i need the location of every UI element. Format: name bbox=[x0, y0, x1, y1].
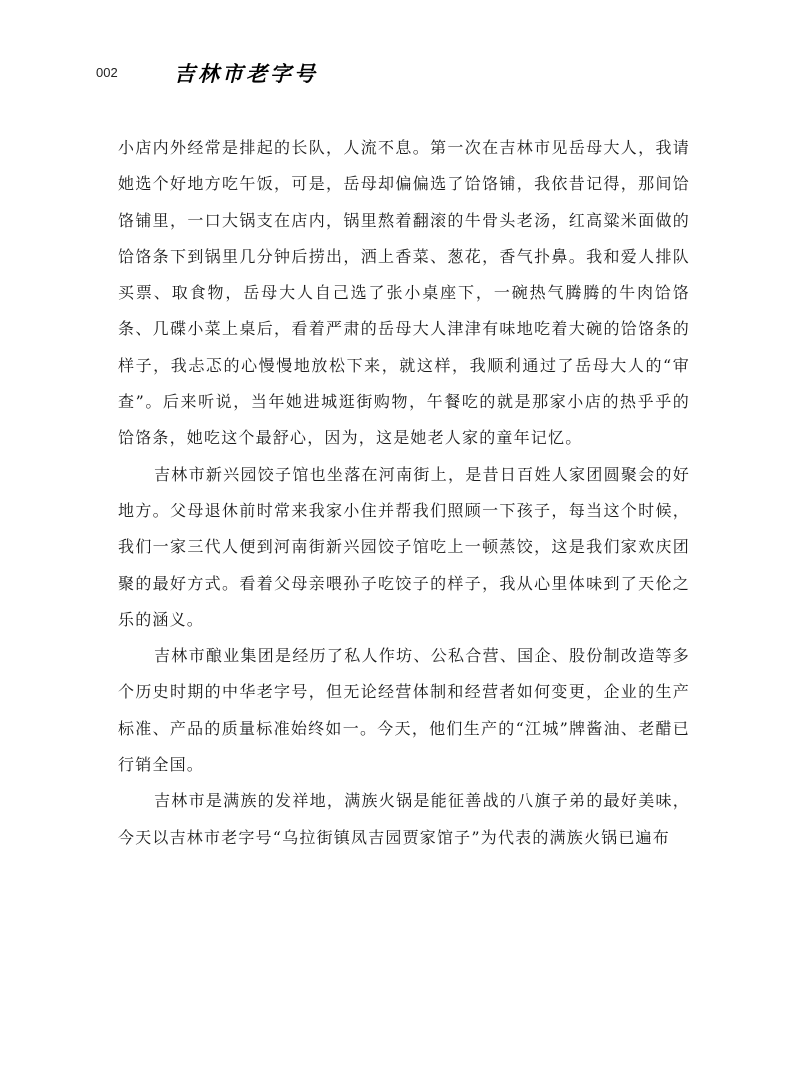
book-title: 吉林市老字号 bbox=[174, 61, 318, 86]
paragraph-manchu-hotpot: 吉林市是满族的发祥地，满族火锅是能征善战的八旗子弟的最好美味，今天以吉林市老字号“乌拉街镇凤吉园贾家馆子”为代表的满族火锅已遍布 bbox=[118, 791, 690, 847]
paragraph-brewing-group: 吉林市酿业集团是经历了私人作坊、公私合营、国企、股份制改造等多个历史时期的中华老字号，但无论经营体制和经营者如何变更，企业的生产标准、产品的质量标准始终如一。今天，他们生产的“江城”牌酱油、老醋已行销全国。 bbox=[118, 646, 690, 775]
body-text bbox=[118, 130, 690, 856]
paragraph-haleke-shop: 小店内外经常是排起的长队，人流不息。第一次在吉林市见岳母大人，我请她选个好地方吃午饭，可是，岳母却偏偏选了饸饹铺，我依昔记得，那间饸饹铺里，一口大锅支在店内，锅里熬着翻滚的牛骨头老汤，红高粱米面做的饸饹条下到锅里几分钟后捞出，洒上香菜、葱花，香气扑鼻。我和爱人排队买票、取食物，岳母大人自己选了张小桌座下，一碗热气腾腾的牛肉饸饹条、几碟小菜上桌后，看着严肃的岳母大人津津有味地吃着大碗的饸饹条的样子，我忐忑的心慢慢地放松下来，就这样，我顺利通过了岳母大人的“审查”。后来听说，当年她进城逛街购物，午餐吃的就是那家小店的热乎乎的饸饹条，她吃这个最舒心，因为，这是她老人家的童年记忆。 bbox=[118, 138, 690, 448]
page-number: 002 bbox=[96, 65, 118, 80]
paragraph-xinxingyuan-dumplings: 吉林市新兴园饺子馆也坐落在河南街上，是昔日百姓人家团圆聚会的好地方。父母退休前时常来我家小住并帮我们照顾一下孩子，每当这个时候，我们一家三代人便到河南街新兴园饺子馆吃上一顿蒸饺，这是我们家欢庆团聚的最好方式。看着父母亲喂孙子吃饺子的样子，我从心里体味到了天伦之乐的涵义。 bbox=[118, 464, 690, 629]
page-header bbox=[96, 58, 696, 90]
